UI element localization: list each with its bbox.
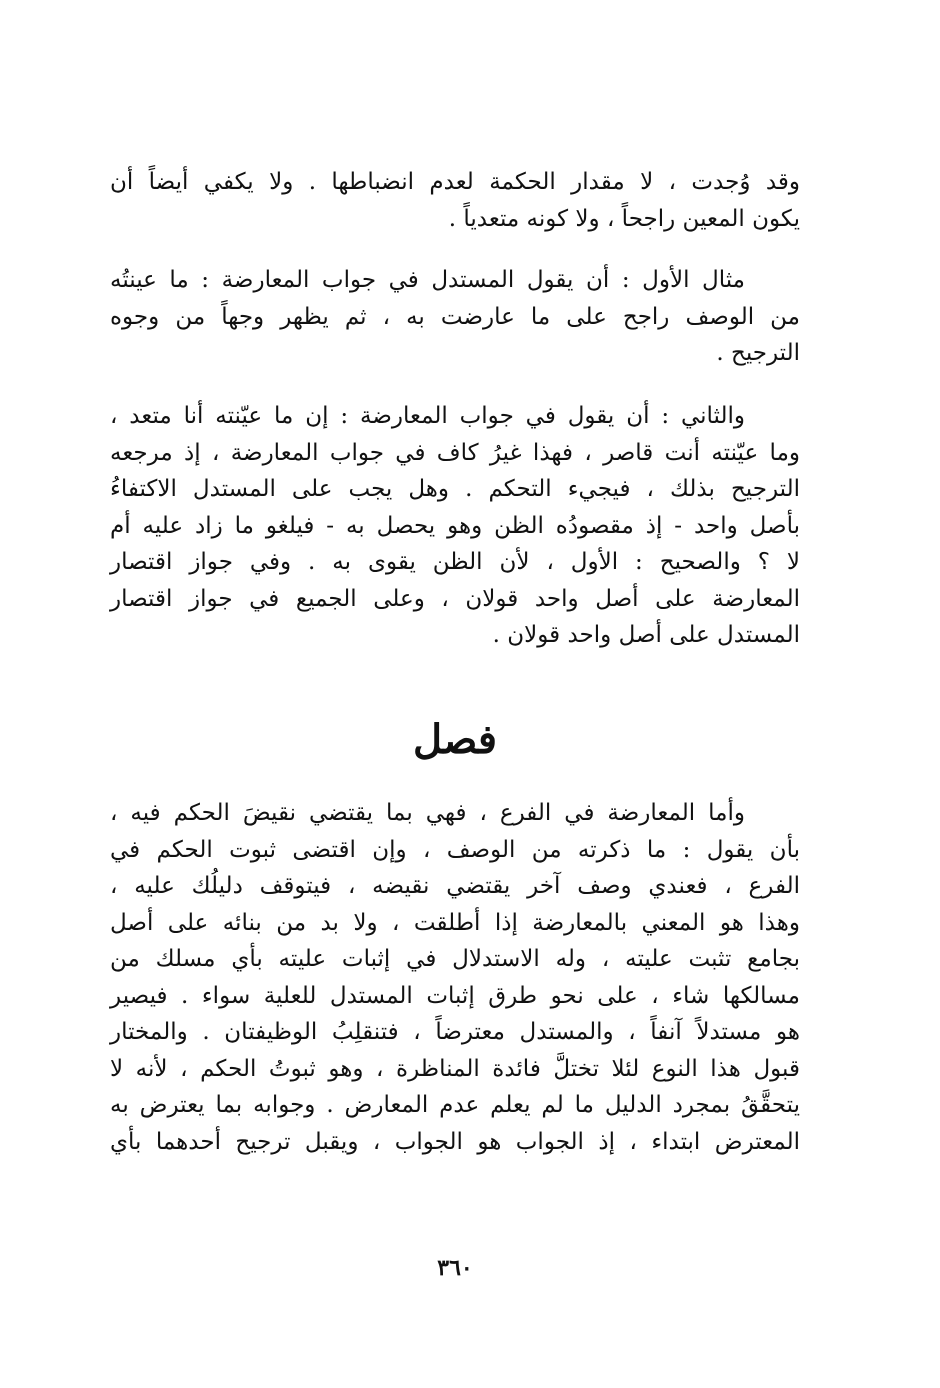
paragraph-line: وما عيّنته أنت قاصر ، فهذا غيرُ كاف في جواب المعارضة ، إذ مرجعه bbox=[110, 439, 800, 466]
paragraph-line: الترجيح . bbox=[716, 340, 800, 366]
paragraph-line: مثال الأول : أن يقول المستدل في جواب المعارضة : ما عينتُه bbox=[110, 267, 745, 293]
section-paragraph bbox=[110, 795, 800, 1160]
paragraph-line: من الوصف راجح على ما عارضت به ، ثم يظهر وجهاً من وجوه bbox=[110, 303, 800, 330]
section-heading: فصل bbox=[412, 716, 498, 763]
paragraph-line: بأصل واحد - إذ مقصودُه الظن وهو يحصل به - فيلغو ما زاد عليه أم bbox=[110, 512, 800, 539]
paragraph-line: هو مستدلاً آنفاً ، والمستدل معترضاً ، فتنقلِبُ الوظيفتان . والمختار bbox=[110, 1019, 800, 1045]
paragraph-line: وهذا هو المعني بالمعارضة إذا أطلقت ، ولا بد من بنائه على أصل bbox=[110, 909, 800, 936]
paragraph-line: وأما المعارضة في الفرع ، فهي بما يقتضي نقيضَ الحكم فيه ، bbox=[110, 800, 745, 826]
paragraph-line: يكون المعين راجحاً ، ولا كونه متعدياً . bbox=[448, 205, 800, 232]
page-number: ٣٦٠ bbox=[437, 1255, 473, 1281]
paragraph-line: وقد وُجدت ، لا مقدار الحكمة لعدم انضباطها . ولا يكفي أيضاً أن bbox=[110, 169, 800, 195]
paragraph-3 bbox=[110, 398, 800, 654]
paragraph-line: الترجيح بذلك ، فيجيء التحكم . وهل يجب على المستدل الاكتفاءُ bbox=[110, 476, 800, 502]
paragraph-line: المعترض ابتداء ، إذ الجواب هو الجواب ، ويقبل ترجيح أحدهما بأي bbox=[110, 1128, 800, 1155]
paragraph-line: يتحقَّقُ بمجرد الدليل ما لم يعلم عدم المعارض . وجوابه بما يعترض به bbox=[110, 1092, 800, 1118]
paragraph-line: لا ؟ والصحيح : الأول ، لأن الظن يقوى به . وفي جواز اقتصار bbox=[110, 549, 800, 575]
paragraph-line: قبول هذا النوع لئلا تختلَّ فائدة المناظرة ، وهو ثبوتُ الحكم ، لأنه لا bbox=[110, 1055, 800, 1082]
paragraph-line: والثاني : أن يقول في جواب المعارضة : إن ما عيّنته أنا متعد ، bbox=[110, 403, 745, 429]
paragraph-line: بجامع تثبت عليته ، وله الاستدلال في إثبات عليته بأي مسلك من bbox=[110, 946, 800, 972]
paragraph-line: المعارضة على أصل واحد قولان ، وعلى الجميع في جواز اقتصار bbox=[110, 585, 800, 612]
paragraph-2 bbox=[110, 262, 800, 372]
paragraph-line: بأن يقول : ما ذكرته من الوصف ، وإن اقتضى ثبوت الحكم في bbox=[110, 836, 800, 863]
paragraph-line: المستدل على أصل واحد قولان . bbox=[492, 622, 800, 648]
paragraph-line: الفرع ، فعندي وصف آخر يقتضي نقيضه ، فيتوقف دليلُك عليه ، bbox=[110, 873, 800, 899]
paragraph-line: مسالكها شاء ، على نحو طرق إثبات المستدل للعلية سواء . فيصير bbox=[110, 982, 800, 1009]
paragraph-1 bbox=[110, 164, 800, 237]
